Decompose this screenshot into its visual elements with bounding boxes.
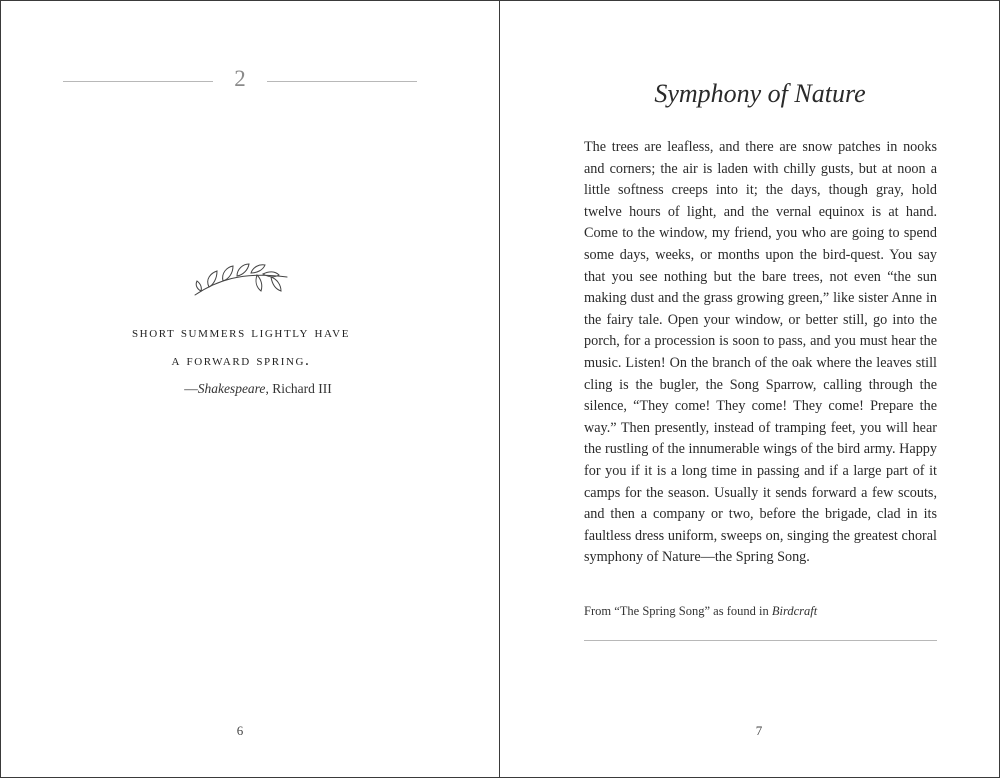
epigraph <box>41 319 441 397</box>
epigraph-line: short summers lightly have <box>131 324 351 341</box>
source-citation <box>584 604 817 619</box>
epigraph-line: a forward spring. <box>171 352 311 369</box>
attribution-author: Shakespeare <box>197 381 266 396</box>
attribution-work: , Richard III <box>265 381 332 396</box>
body-paragraph: The trees are leafless, and there are snow patches in nooks and corners; the air is laden with chilly gusts, but at noon a little softness creeps into it; the days, though gray, hold twelve hours of light, and the vernal equinox is at hand. Come to the window, my friend, you who are going to spend some days, weeks, or months upon the bird-quest. You say that you see nothing but the bare trees, not even “the sun making dust and the grass growing green,” like sister Anne in the fairy tale. Open your window, or better still, go into the porch, for a procession is soon to pass, and you must hear the music. Listen! On the branch of the oak where the leaves still cling is the bugler, the Song Sparrow, calling through the silence, “They come! They come! They come! Prepare the way.” Then presently, instead of tramping feet, you will hear the rustling of the innumerable wings of the bird army. Happy for you if it is a long time in passing and if a large part of it camps for the season. Usually it sends forward a few scouts, and then a company or two, before the brigade, clad in its faultless dress uniform, sweeps on, singing the greatest choral symphony of Nature—the Spring Song. <box>584 139 937 566</box>
chapter-header <box>63 63 417 97</box>
chapter-title: Symphony of Nature <box>654 79 866 108</box>
source-prefix: From “The Spring Song” as found in <box>584 604 772 618</box>
chapter-rule-right <box>267 81 417 82</box>
source-work: Birdcraft <box>771 604 818 618</box>
laurel-branch-icon <box>191 259 291 301</box>
page-number-left: 6 <box>236 723 244 738</box>
chapter-number: 2 <box>234 66 246 91</box>
section-rule <box>584 640 937 641</box>
right-page <box>500 1 999 777</box>
left-page <box>1 1 500 777</box>
attribution-dash: — <box>184 381 198 396</box>
epigraph-attribution <box>75 381 441 397</box>
page-number-right: 7 <box>755 723 763 738</box>
